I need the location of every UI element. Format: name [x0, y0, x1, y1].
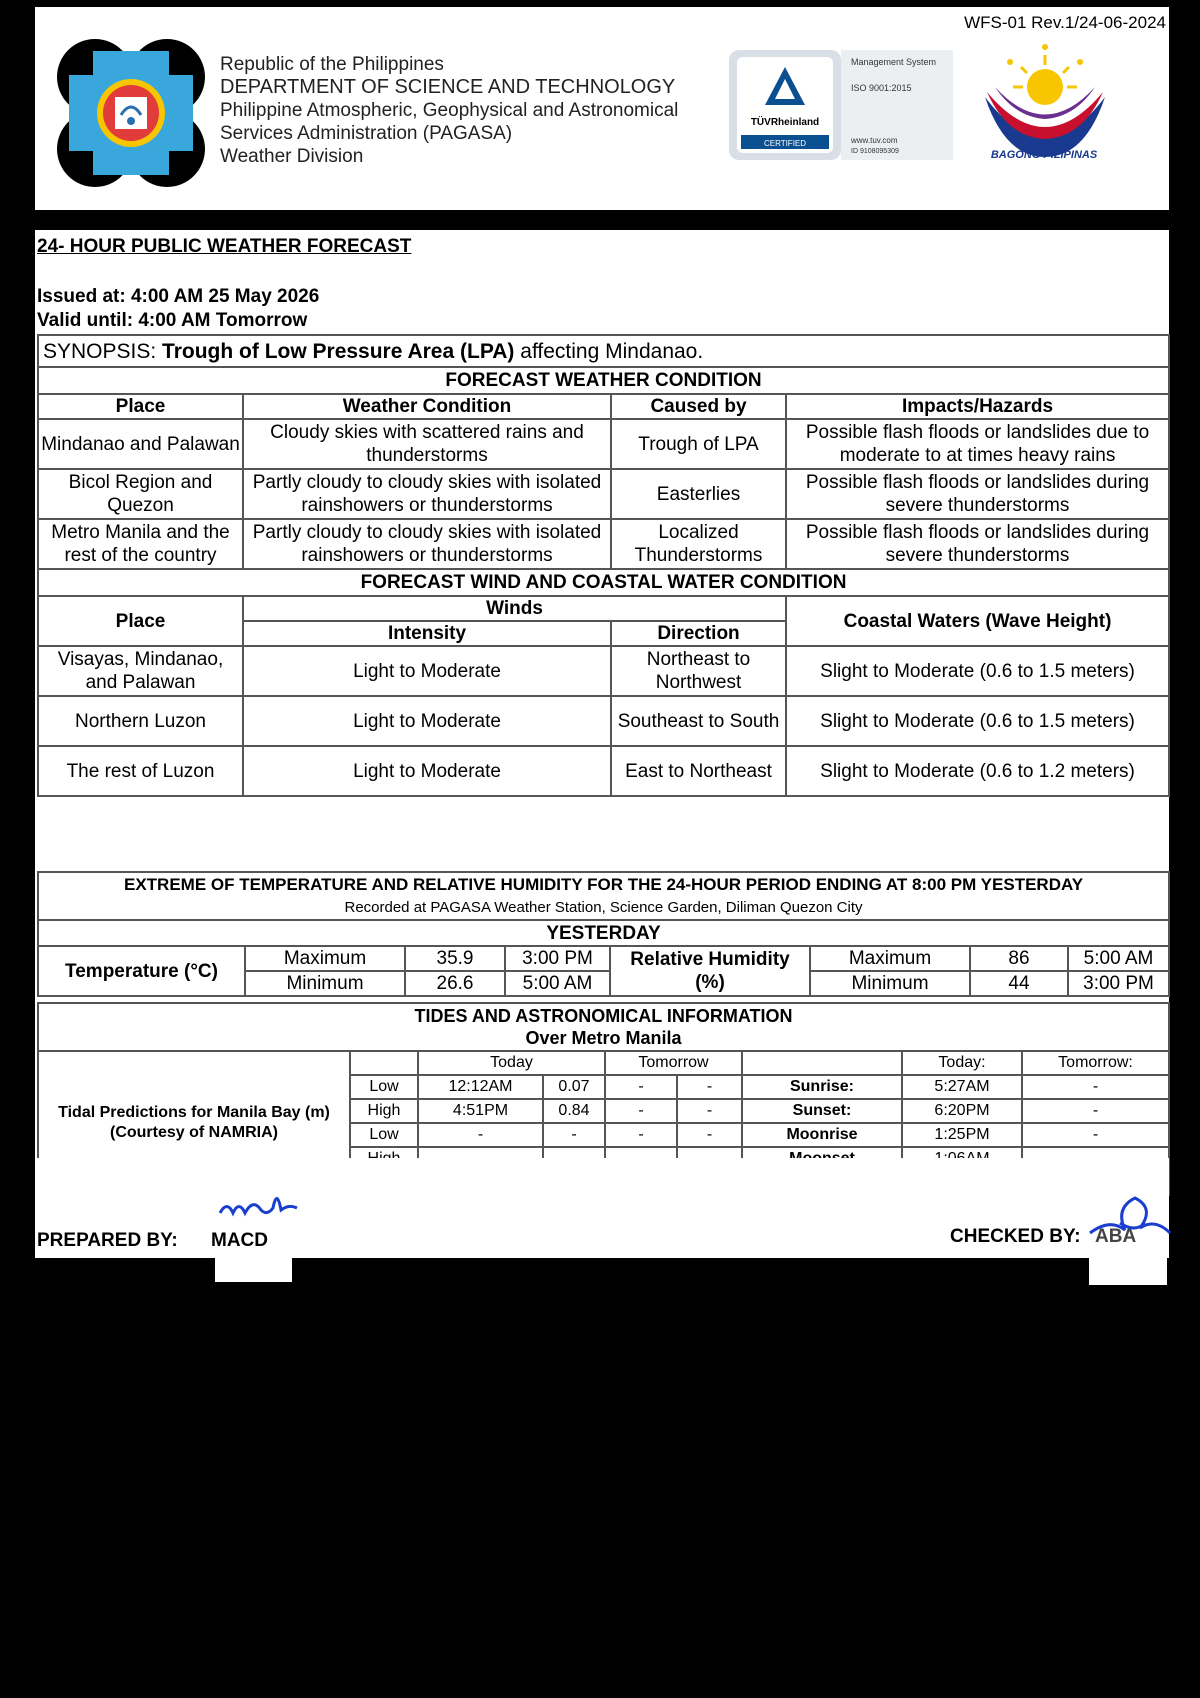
- wind-direction: Southeast to South: [611, 696, 786, 746]
- tuv-certification-logo: [729, 45, 959, 165]
- tide-tomorrow-height: -: [677, 1099, 742, 1123]
- bagong-pilipinas-text: BAGONG PILIPINAS: [990, 149, 1098, 161]
- astro-today-header: Today:: [902, 1051, 1022, 1075]
- tide-today-time: 4:51PM: [418, 1099, 543, 1123]
- astro-tomorrow-header: Tomorrow:: [1022, 1051, 1169, 1075]
- checked-by-label: CHECKED BY:: [950, 1226, 1081, 1247]
- temp-max-value: 35.9: [405, 946, 505, 971]
- extremes-title: EXTREME OF TEMPERATURE AND RELATIVE HUMIDITY FOR THE 24-HOUR PERIOD ENDING AT 8:00 PM YESTERDAY: [124, 875, 1084, 894]
- synopsis: [38, 335, 1169, 367]
- wind-coastal: Slight to Moderate (0.6 to 1.2 meters): [786, 746, 1169, 796]
- wind-coastal: Slight to Moderate (0.6 to 1.5 meters): [786, 646, 1169, 696]
- wind-place: Northern Luzon: [38, 696, 243, 746]
- forecast-title: 24- HOUR PUBLIC WEATHER FORECAST: [37, 236, 412, 257]
- rh-max-label: Maximum: [810, 946, 970, 971]
- col-caused-by: Caused by: [611, 394, 786, 419]
- tuv-brand: TÜVRheinland: [750, 117, 820, 128]
- tide-tomorrow-height: -: [677, 1075, 742, 1099]
- temp-min-time: 5:00 AM: [505, 971, 610, 996]
- prepared-by-name: MACD: [211, 1230, 268, 1251]
- checked-by-name: ABA: [1095, 1226, 1137, 1247]
- weather-section-title: FORECAST WEATHER CONDITION: [38, 367, 1169, 394]
- wind-place: The rest of Luzon: [38, 746, 243, 796]
- pagasa-logo: [55, 37, 207, 189]
- astro-tomorrow: -: [1022, 1123, 1169, 1147]
- astro-today: 5:27AM: [902, 1075, 1022, 1099]
- tide-tomorrow-time: -: [605, 1075, 677, 1099]
- weather-cause: Trough of LPA: [611, 419, 786, 469]
- tide-tomorrow-time: -: [605, 1099, 677, 1123]
- weather-condition: Partly cloudy to cloudy skies with isolated rainshowers or thunderstorms: [243, 469, 611, 519]
- astro-today: 1:25PM: [902, 1123, 1022, 1147]
- col-weather-condition: Weather Condition: [243, 394, 611, 419]
- extremes-period: YESTERDAY: [38, 920, 1169, 946]
- rh-min-value: 44: [970, 971, 1068, 996]
- weather-impact: Possible flash floods or landslides during severe thunderstorms: [786, 469, 1169, 519]
- weather-place: Metro Manila and the rest of the country: [38, 519, 243, 569]
- tide-today-height: -: [543, 1123, 605, 1147]
- signature-tab-right: [1089, 1258, 1167, 1285]
- astro-tomorrow: -: [1022, 1075, 1169, 1099]
- rh-min-time: 3:00 PM: [1068, 971, 1169, 996]
- weather-condition: Partly cloudy to cloudy skies with isolated rainshowers or thunderstorms: [243, 519, 611, 569]
- astro-blank: [742, 1051, 902, 1075]
- tide-today-time: 12:12AM: [418, 1075, 543, 1099]
- signature-tab-left: [215, 1258, 292, 1282]
- temp-label: Temperature (°C): [38, 946, 245, 996]
- wind-place: Visayas, Mindanao, and Palawan: [38, 646, 243, 696]
- tides-subtitle: Over Metro Manila: [525, 1028, 682, 1048]
- wind-intensity: Light to Moderate: [243, 746, 611, 796]
- weather-place: Bicol Region and Quezon: [38, 469, 243, 519]
- checked-signature: [1085, 1188, 1175, 1248]
- signature-block: [35, 1158, 1169, 1258]
- tuv-url: www.tuv.com: [851, 136, 898, 145]
- astro-label: Moonrise: [742, 1123, 902, 1147]
- wind-col-place: Place: [38, 596, 243, 646]
- form-code: WFS-01 Rev.1/24-06-2024: [964, 13, 1166, 32]
- agency-dost: DEPARTMENT OF SCIENCE AND TECHNOLOGY: [220, 76, 676, 98]
- synopsis-system: Trough of Low Pressure Area (LPA): [162, 339, 515, 363]
- rh-label: Relative Humidity (%): [610, 946, 810, 996]
- wind-coastal: Slight to Moderate (0.6 to 1.5 meters): [786, 696, 1169, 746]
- extremes-table: [37, 871, 1170, 997]
- tide-blank: [350, 1051, 418, 1075]
- agency-republic: Republic of the Philippines: [220, 54, 444, 75]
- astro-tomorrow: -: [1022, 1099, 1169, 1123]
- tide-today-height: 0.07: [543, 1075, 605, 1099]
- weather-cause: Localized Thunderstorms: [611, 519, 786, 569]
- weather-impact: Possible flash floods or landslides during severe thunderstorms: [786, 519, 1169, 569]
- weather-impact: Possible flash floods or landslides due to moderate to at times heavy rains: [786, 419, 1169, 469]
- tide-today-height: 0.84: [543, 1099, 605, 1123]
- rh-max-time: 5:00 AM: [1068, 946, 1169, 971]
- valid-until: Valid until: 4:00 AM Tomorrow: [37, 310, 308, 331]
- temp-min-label: Minimum: [245, 971, 405, 996]
- tide-type: High: [350, 1099, 418, 1123]
- tuv-iso: ISO 9001:2015: [851, 83, 912, 93]
- wind-col-coastal: Coastal Waters (Wave Height): [786, 596, 1169, 646]
- wind-col-intensity: Intensity: [243, 621, 611, 646]
- weather-place: Mindanao and Palawan: [38, 419, 243, 469]
- agency-pagasa-line2: Services Administration (PAGASA): [220, 123, 513, 144]
- weather-condition: Cloudy skies with scattered rains and thunderstorms: [243, 419, 611, 469]
- agency-pagasa-line1: Philippine Atmospheric, Geophysical and Astronomical: [220, 100, 679, 121]
- wind-section-title: FORECAST WIND AND COASTAL WATER CONDITION: [38, 569, 1169, 596]
- tides-header: [38, 1003, 1169, 1051]
- rh-min-label: Minimum: [810, 971, 970, 996]
- wind-direction: Northeast to Northwest: [611, 646, 786, 696]
- wind-intensity: Light to Moderate: [243, 696, 611, 746]
- tide-today-header: Today: [418, 1051, 605, 1075]
- col-place: Place: [38, 394, 243, 419]
- forecast-document: [35, 230, 1169, 1258]
- wind-intensity: Light to Moderate: [243, 646, 611, 696]
- temp-max-time: 3:00 PM: [505, 946, 610, 971]
- wind-col-winds: Winds: [243, 596, 786, 621]
- rh-max-value: 86: [970, 946, 1068, 971]
- synopsis-label: SYNOPSIS:: [43, 339, 157, 363]
- tide-tomorrow-header: Tomorrow: [605, 1051, 742, 1075]
- agency-division: Weather Division: [220, 146, 364, 167]
- letterhead: [35, 7, 1169, 210]
- tidal-label: Tidal Predictions for Manila Bay (m) (Courtesy of NAMRIA): [38, 1051, 350, 1195]
- agency-block: [220, 53, 678, 168]
- wind-col-direction: Direction: [611, 621, 786, 646]
- astro-today: 6:20PM: [902, 1099, 1022, 1123]
- tide-today-time: -: [418, 1123, 543, 1147]
- wind-direction: East to Northeast: [611, 746, 786, 796]
- astro-label: Sunset:: [742, 1099, 902, 1123]
- issued-at: Issued at: 4:00 AM 25 May 2026: [37, 286, 320, 307]
- extremes-subtitle: Recorded at PAGASA Weather Station, Science Garden, Diliman Quezon City: [344, 899, 863, 916]
- tuv-mgmt: Management System: [851, 57, 937, 67]
- astro-label: Sunrise:: [742, 1075, 902, 1099]
- tide-tomorrow-height: -: [677, 1123, 742, 1147]
- tides-title: TIDES AND ASTRONOMICAL INFORMATION: [414, 1006, 793, 1026]
- weather-cause: Easterlies: [611, 469, 786, 519]
- tide-tomorrow-time: -: [605, 1123, 677, 1147]
- col-impacts: Impacts/Hazards: [786, 394, 1169, 419]
- prepared-by-label: PREPARED BY:: [37, 1230, 178, 1251]
- extremes-header: [38, 872, 1169, 920]
- tide-type: Low: [350, 1075, 418, 1099]
- issue-info: [37, 285, 319, 333]
- synopsis-area: affecting Mindanao.: [520, 339, 704, 363]
- prepared-signature: [215, 1178, 315, 1228]
- weather-forecast-table: [37, 334, 1170, 797]
- tuv-id: ID 9108095309: [851, 148, 899, 155]
- tide-type: Low: [350, 1123, 418, 1147]
- temp-max-label: Maximum: [245, 946, 405, 971]
- tuv-certified: CERTIFIED: [763, 139, 807, 148]
- temp-min-value: 26.6: [405, 971, 505, 996]
